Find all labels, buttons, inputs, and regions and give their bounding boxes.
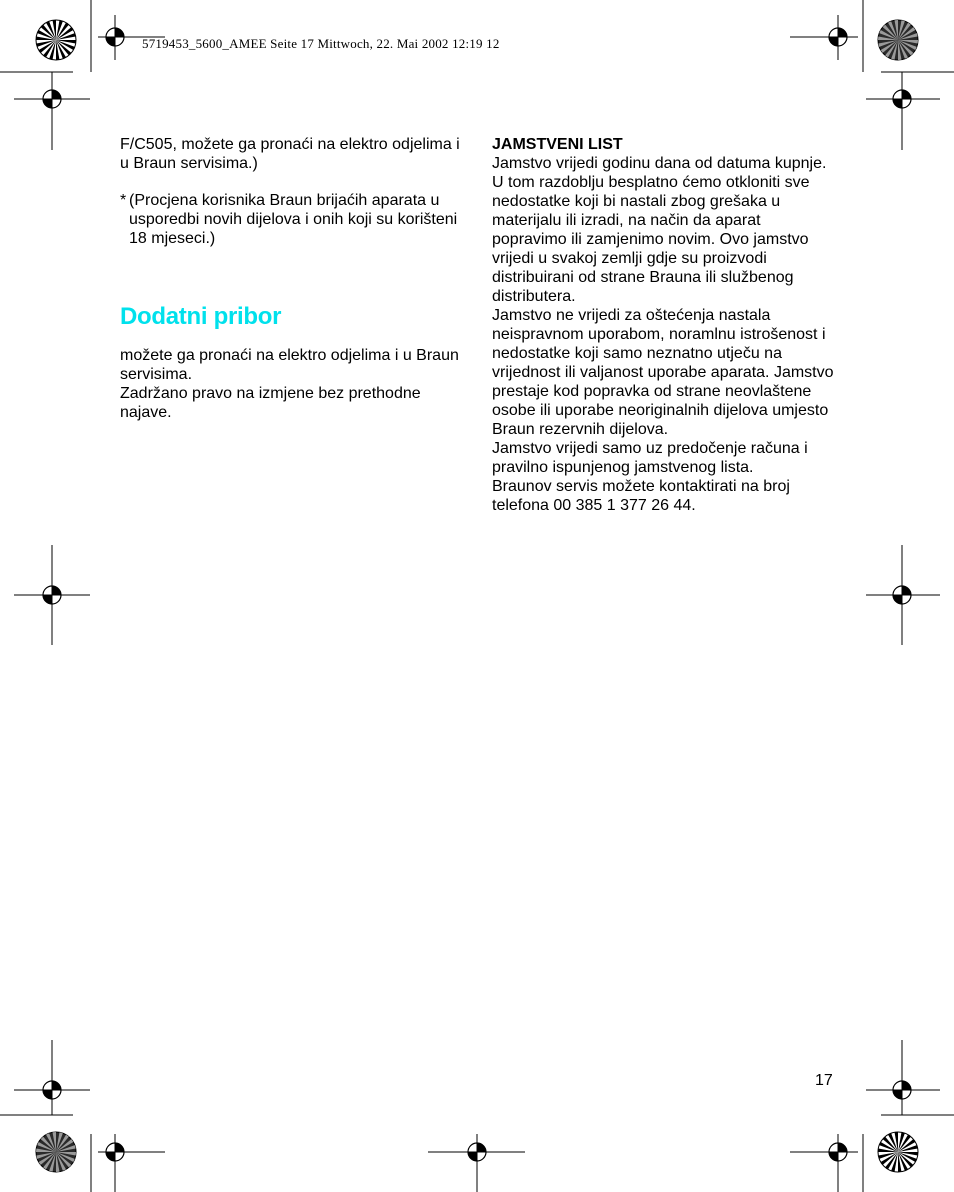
warranty-paragraph-4: Braunov servis možete kontaktirati na broj telefona 00 385 1 377 26 44. [492,478,790,514]
right-column [492,135,837,515]
footnote-text: (Procjena korisnika Braun brijaćih aparata u usporedbi novih dijelova i onih koji su korišteni 18 mjeseci.) [129,192,458,247]
left-column [120,135,465,422]
section-text: možete ga pronaći na elektro odjelima i u Braun servisima. [120,347,459,383]
registration-mark [825,1139,851,1165]
starburst-target-icon [36,1132,76,1172]
footnote-marker: * [120,192,127,209]
registration-mark [39,86,65,112]
warranty-title: JAMSTVENI LIST [492,136,623,153]
registration-mark [39,582,65,608]
section-title: Dodatni pribor [120,303,282,330]
registration-mark [102,1139,128,1165]
starburst-target-icon [878,1132,918,1172]
starburst-target-icon [878,20,918,60]
registration-mark [889,1077,915,1103]
registration-mark [825,24,851,50]
registration-mark [464,1139,490,1165]
warranty-paragraph-3: Jamstvo vrijedi samo uz predočenje računa i pravilno ispunjenog jamstvenog lista. [492,440,808,476]
registration-mark [102,24,128,50]
disclaimer-text: Zadržano pravo na izmjene bez prethodne najave. [120,385,421,421]
registration-mark [889,86,915,112]
page-number: 17 [815,1072,833,1089]
print-slug: 5719453_5600_AMEE Seite 17 Mittwoch, 22. Mai 2002 12:19 12 [142,36,500,51]
footnote [120,191,465,248]
warranty-paragraph-1: Jamstvo vrijedi godinu dana od datuma kupnje. U tom razdoblju besplatno ćemo otkloniti sve nedostatke koji bi nastali zbog grešaka u materijalu ili izradi, na način da aparat popravimo ili zamjenimo novim. Ovo jamstvo vrijedi u svakoj zemlji gdje su proizvodi distribuirani od strane Brauna ili službenog distributera. [492,155,827,305]
registration-mark [39,1077,65,1103]
warranty-paragraph-2: Jamstvo ne vrijedi za oštećenja nastala neispravnom uporabom, noramlnu istrošenost i nedostatke koji samo neznatno utječu na vrijednost ili valjanost uporabe aparata. Jamstvo prestaje kod popravka od strane neovlaštene osobe ili uporabe neoriginalnih dijelova umjesto Braun rezervnih dijelova. [492,307,834,438]
starburst-target-icon [36,20,76,60]
intro-text: F/C505, možete ga pronaći na elektro odjelima i u Braun servisima.) [120,136,460,172]
registration-mark [889,582,915,608]
